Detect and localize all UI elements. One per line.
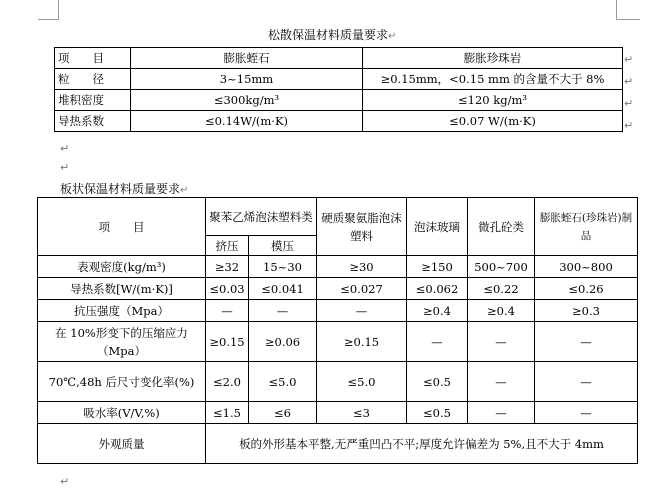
crop-mark-right-h: [616, 19, 640, 20]
header-polyurethane: 硬质聚氨脂泡沫塑料: [317, 198, 407, 256]
header-item: 项 目: [38, 198, 206, 256]
table-cell: 15~30: [249, 256, 317, 278]
paragraph-mark: ↵: [60, 475, 70, 488]
paragraph-mark: ↵: [180, 185, 189, 196]
row-label: 粒 径: [55, 69, 131, 90]
table-cell: ≥0.4: [407, 300, 468, 322]
table2-caption: [60, 180, 188, 197]
header-extruded: 挤压: [206, 236, 249, 256]
table-header-row: [38, 198, 638, 236]
table-cell: —: [535, 362, 638, 402]
paragraph-mark: ↵: [624, 119, 634, 132]
paragraph-mark: ↵: [624, 53, 634, 66]
crop-mark-left-v: [58, 0, 59, 19]
table-cell: —: [468, 362, 535, 402]
appearance-text: 板的外形基本平整,无严重凹凸不平;厚度允许偏差为 5%,且不大于 4mm: [206, 424, 638, 464]
row-label: 70℃,48h 后尺寸变化率(%): [38, 362, 206, 402]
row-label: 导热系数: [55, 111, 131, 132]
table-cell: ≤1.5: [206, 402, 249, 424]
table-cell: ≤0.5: [407, 402, 468, 424]
table-cell: 3~15mm: [131, 69, 363, 90]
table-cell: ≤6: [249, 402, 317, 424]
table-row: [38, 322, 638, 362]
table-cell: ≥0.15mm，<0.15 mm 的含量不大于 8%: [363, 69, 623, 90]
table2-caption-text: 板状保温材料质量要求: [60, 182, 181, 196]
header-expanded-vermiculite: 膨胀蛭石: [131, 48, 363, 69]
table-cell: ≥0.3: [535, 300, 638, 322]
table-row: [55, 90, 623, 111]
loose-insulation-table: [54, 47, 623, 132]
table-cell: —: [317, 300, 407, 322]
header-molded: 模压: [249, 236, 317, 256]
table-cell: —: [249, 300, 317, 322]
table-row-appearance: [38, 424, 638, 464]
paragraph-mark: ↵: [624, 97, 634, 110]
table1-title-text: 松散保温材料质量要求: [268, 28, 389, 42]
table-cell: ≤120 kg/m³: [363, 90, 623, 111]
table-cell: ≤0.07 W/(m·K): [363, 111, 623, 132]
row-label: 抗压强度（Mpa）: [38, 300, 206, 322]
table-cell: ≥32: [206, 256, 249, 278]
table-cell: —: [407, 322, 468, 362]
table-cell: ≤0.03: [206, 278, 249, 300]
table-cell: ≤3: [317, 402, 407, 424]
row-label: 吸水率(V/V,%): [38, 402, 206, 424]
table-cell: 300~800: [535, 256, 638, 278]
table-row: [38, 362, 638, 402]
table-cell: ≤0.22: [468, 278, 535, 300]
board-insulation-table: [37, 197, 638, 464]
paragraph-mark: ↵: [60, 161, 70, 174]
table-cell: 500~700: [468, 256, 535, 278]
paragraph-mark: ↵: [60, 142, 70, 155]
header-polystyrene: 聚苯乙烯泡沫塑料类: [206, 198, 317, 236]
table-cell: —: [468, 322, 535, 362]
row-label: 表观密度(kg/m³): [38, 256, 206, 278]
row-label: 导热系数[W/(m·K)]: [38, 278, 206, 300]
table-cell: ≥0.15: [317, 322, 407, 362]
table-cell: ≤0.14W/(m·K): [131, 111, 363, 132]
table-cell: ≥150: [407, 256, 468, 278]
table-cell: ≤0.041: [249, 278, 317, 300]
table-cell: ≤300kg/m³: [131, 90, 363, 111]
table1-title: [268, 26, 396, 43]
paragraph-mark: ↵: [388, 31, 397, 42]
row-label: 在 10%形变下的压缩应力（Mpa）: [38, 322, 206, 362]
table-cell: ≤2.0: [206, 362, 249, 402]
table-cell: —: [468, 402, 535, 424]
table-row: [55, 69, 623, 90]
table-row: [55, 111, 623, 132]
table-cell: —: [206, 300, 249, 322]
table-row: [38, 402, 638, 424]
table-cell: ≥0.15: [206, 322, 249, 362]
paragraph-mark: ↵: [624, 75, 634, 88]
header-item: 项 目: [55, 48, 131, 69]
header-vermiculite-products: 膨胀蛭石(珍珠岩)制品: [535, 198, 638, 256]
table-cell: —: [535, 402, 638, 424]
table-cell: ≤5.0: [249, 362, 317, 402]
table-row: [38, 300, 638, 322]
header-foam-glass: 泡沫玻璃: [407, 198, 468, 256]
row-label: 外观质量: [38, 424, 206, 464]
table-cell: ≤0.26: [535, 278, 638, 300]
table-cell: ≥0.4: [468, 300, 535, 322]
table-cell: ≥30: [317, 256, 407, 278]
table-row: [38, 278, 638, 300]
table-row: [38, 256, 638, 278]
table-cell: ≥0.06: [249, 322, 317, 362]
row-label: 堆积密度: [55, 90, 131, 111]
table-cell: ≤0.027: [317, 278, 407, 300]
table-cell: ≤0.062: [407, 278, 468, 300]
table-cell: ≤5.0: [317, 362, 407, 402]
crop-mark-right-v: [616, 0, 617, 19]
header-aerated-concrete: 微孔砼类: [468, 198, 535, 256]
crop-mark-left-h: [38, 19, 59, 20]
table-cell: —: [535, 322, 638, 362]
table-header-row: [55, 48, 623, 69]
table-cell: ≤0.5: [407, 362, 468, 402]
header-expanded-perlite: 膨胀珍珠岩: [363, 48, 623, 69]
